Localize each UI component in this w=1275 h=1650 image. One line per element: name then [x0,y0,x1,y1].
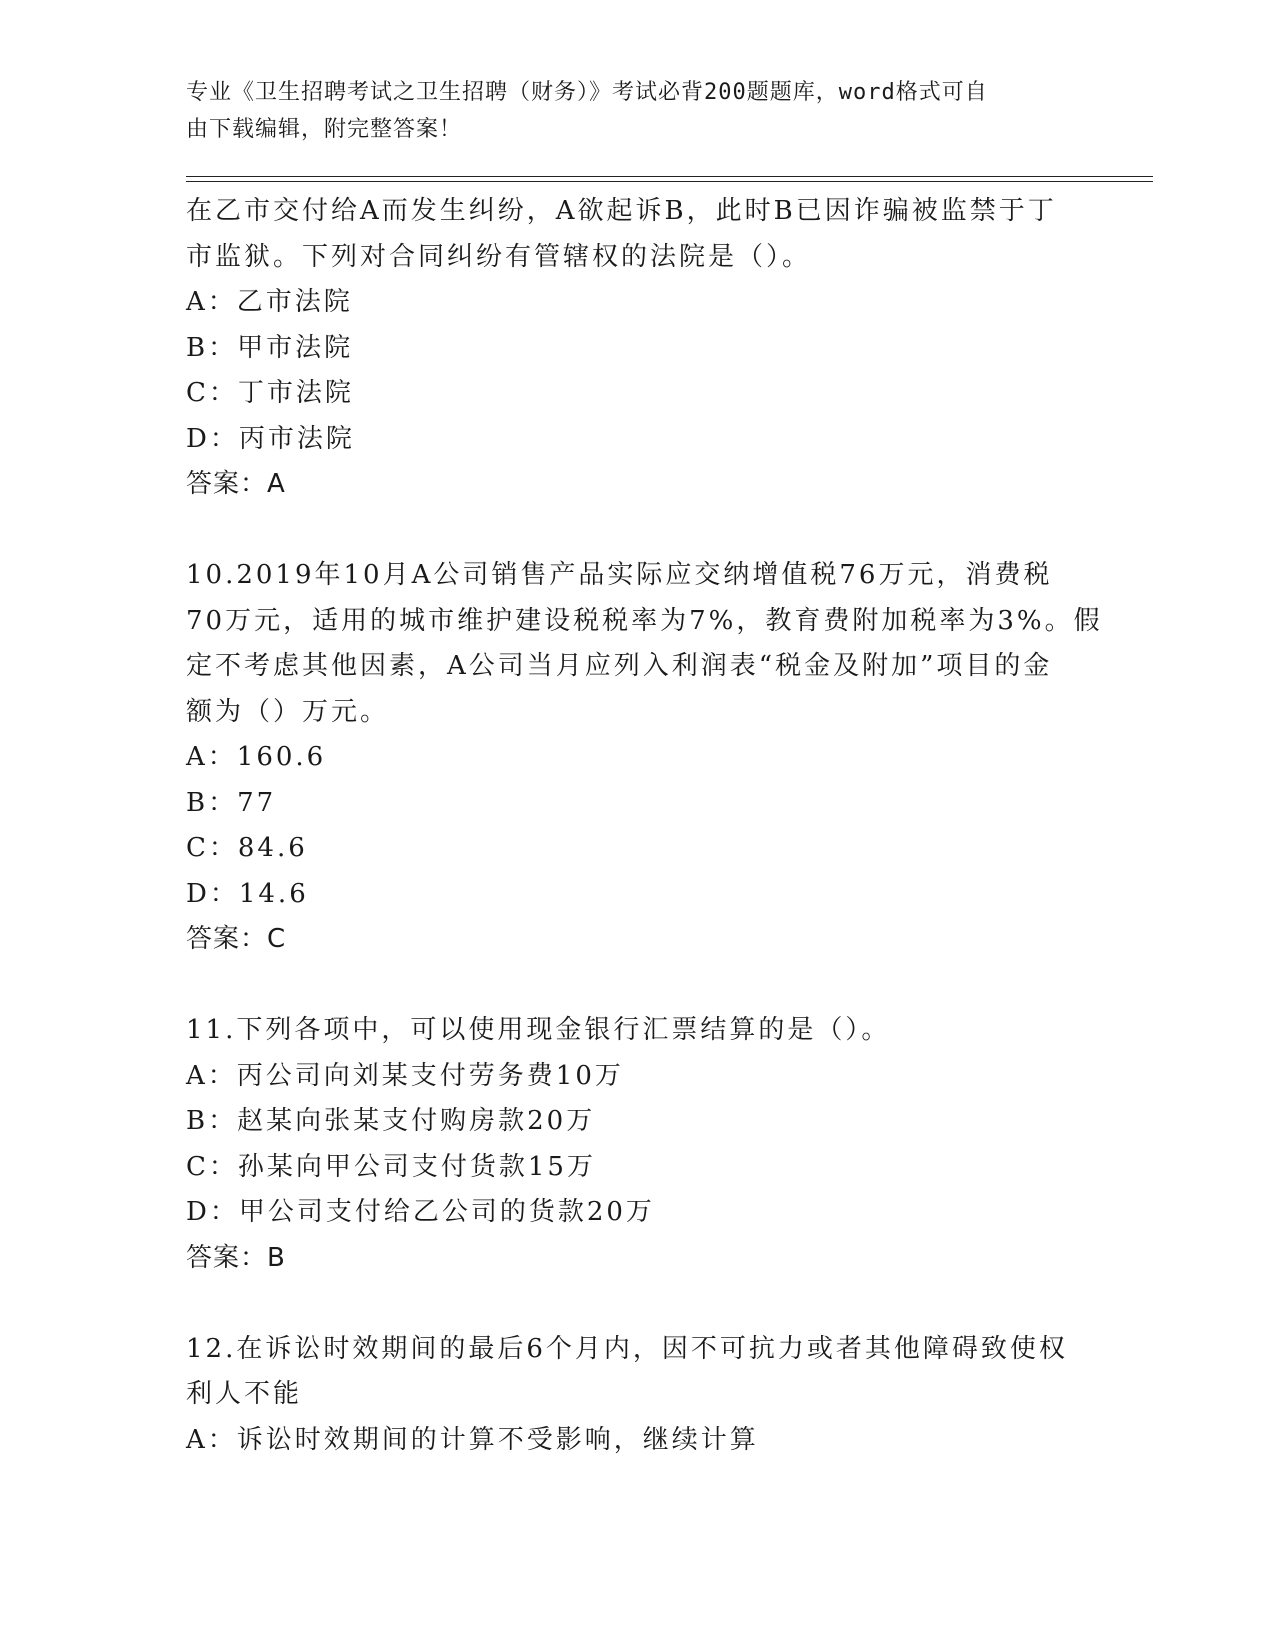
option-b: B：赵某向张某支付购房款20万 [186,1106,596,1136]
document-header [186,74,1066,148]
question-text: 定不考虑其他因素，A公司当月应列入利润表“税金及附加”项目的金 [186,651,1053,681]
answer-line: 答案：A [186,469,286,499]
option-b: B：甲市法院 [186,332,354,363]
question-text: 市监狱。下列对合同纠纷有管辖权的法院是（）。 [186,241,812,272]
option-a: A：乙市法院 [186,287,353,317]
option-d: D：甲公司支付给乙公司的货款20万 [186,1197,655,1227]
option-c: C：丁市法院 [186,378,354,408]
option-c: C：84.6 [186,833,308,863]
question-text: 在乙市交付给A而发生纠纷，A欲起诉B，此时B已因诈骗被监禁于丁 [186,196,1057,226]
answer-line: 答案：C [186,924,287,954]
question-text: 利人不能 [186,1379,303,1409]
option-a: A：丙公司向刘某支付劳务费10万 [186,1060,624,1091]
question-text: 12.在诉讼时效期间的最后6个月内，因不可抗力或者其他障碍致使权 [186,1333,1068,1364]
header-line-2: 由下载编辑，附完整答案！ [186,117,463,142]
option-b: B：77 [186,787,277,818]
questions-body [186,189,1103,1463]
option-a: A：160.6 [186,742,327,772]
question-text: 11.下列各项中，可以使用现金银行汇票结算的是（）。 [186,1015,891,1045]
option-a: A：诉讼时效期间的计算不受影响，继续计算 [186,1424,759,1455]
option-d: D：14.6 [186,878,309,909]
answer-line: 答案：B [186,1242,286,1273]
header-divider-top [186,176,1153,177]
option-c: C：孙某向甲公司支付货款15万 [186,1151,596,1182]
question-11 [186,1008,1086,1281]
question-text: 10.2019年10月A公司销售产品实际应交纳增值税76万元，消费税 [186,560,1053,590]
question-12 [186,1327,1086,1464]
header-divider-bottom [186,181,1153,182]
question-text: 额为（）万元。 [186,696,390,727]
option-d: D：丙市法院 [186,423,355,454]
question-9 [186,189,1086,508]
question-10 [186,553,1103,963]
header-line-1: 专业《卫生招聘考试之卫生招聘（财务）》考试必背200题题库，word格式可自 [186,80,988,105]
question-text: 70万元，适用的城市维护建设税税率为7%，教育费附加税率为3%。假 [186,605,1103,636]
